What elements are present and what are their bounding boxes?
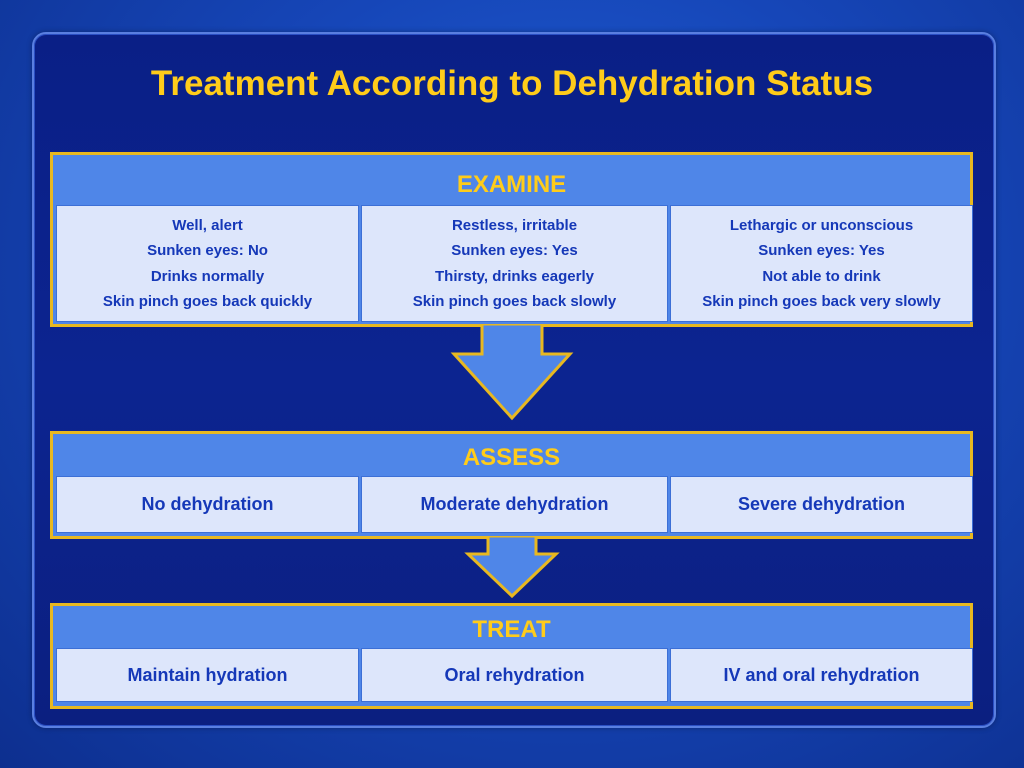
- arrow-down-icon: [450, 324, 574, 422]
- treat-cell-iv: [670, 648, 973, 702]
- assess-section: [50, 431, 973, 539]
- examine-sign: Skin pinch goes back quickly: [102, 293, 313, 310]
- treatment-label: Oral rehydration: [444, 664, 585, 685]
- examine-sign: Skin pinch goes back very slowly: [702, 293, 941, 310]
- examine-sign: Well, alert: [172, 216, 243, 234]
- arrow-down-icon: [464, 536, 560, 600]
- assessment-label: Moderate dehydration: [420, 494, 609, 514]
- slide-title: Treatment According to Dehydration Status: [150, 64, 874, 103]
- treat-cells: [56, 648, 973, 702]
- examine-sign: Lethargic or unconscious: [729, 216, 914, 234]
- examine-cells: [56, 205, 973, 322]
- examine-cell-lethargic: [670, 205, 973, 322]
- assessment-label: No dehydration: [141, 494, 274, 514]
- examine-sign: Sunken eyes: Yes: [758, 242, 885, 259]
- treat-cell-maintain: [56, 648, 359, 702]
- examine-sign: Thirsty, drinks eagerly: [435, 267, 594, 285]
- examine-sign: Drinks normally: [150, 267, 265, 285]
- treat-section: [50, 603, 973, 709]
- examine-sign: Restless, irritable: [451, 216, 578, 234]
- assess-cells: [56, 476, 973, 533]
- treatment-label: Maintain hydration: [127, 664, 288, 685]
- examine-sign: Not able to drink: [762, 267, 881, 285]
- treat-header: TREAT: [472, 616, 551, 643]
- examine-section: [50, 152, 973, 327]
- treatment-label: IV and oral rehydration: [723, 664, 920, 685]
- examine-sign: Sunken eyes: No: [147, 242, 268, 259]
- assess-cell-none: [56, 476, 359, 533]
- examine-sign: Sunken eyes: Yes: [451, 242, 578, 259]
- examine-sign: Skin pinch goes back slowly: [412, 293, 617, 310]
- assess-header: ASSESS: [462, 444, 561, 471]
- examine-cell-restless: [361, 205, 668, 322]
- assess-cell-severe: [670, 476, 973, 533]
- examine-header: EXAMINE: [456, 171, 567, 198]
- examine-cell-well: [56, 205, 359, 322]
- assess-cell-moderate: [361, 476, 668, 533]
- assessment-label: Severe dehydration: [737, 494, 906, 514]
- treat-cell-oral: [361, 648, 668, 702]
